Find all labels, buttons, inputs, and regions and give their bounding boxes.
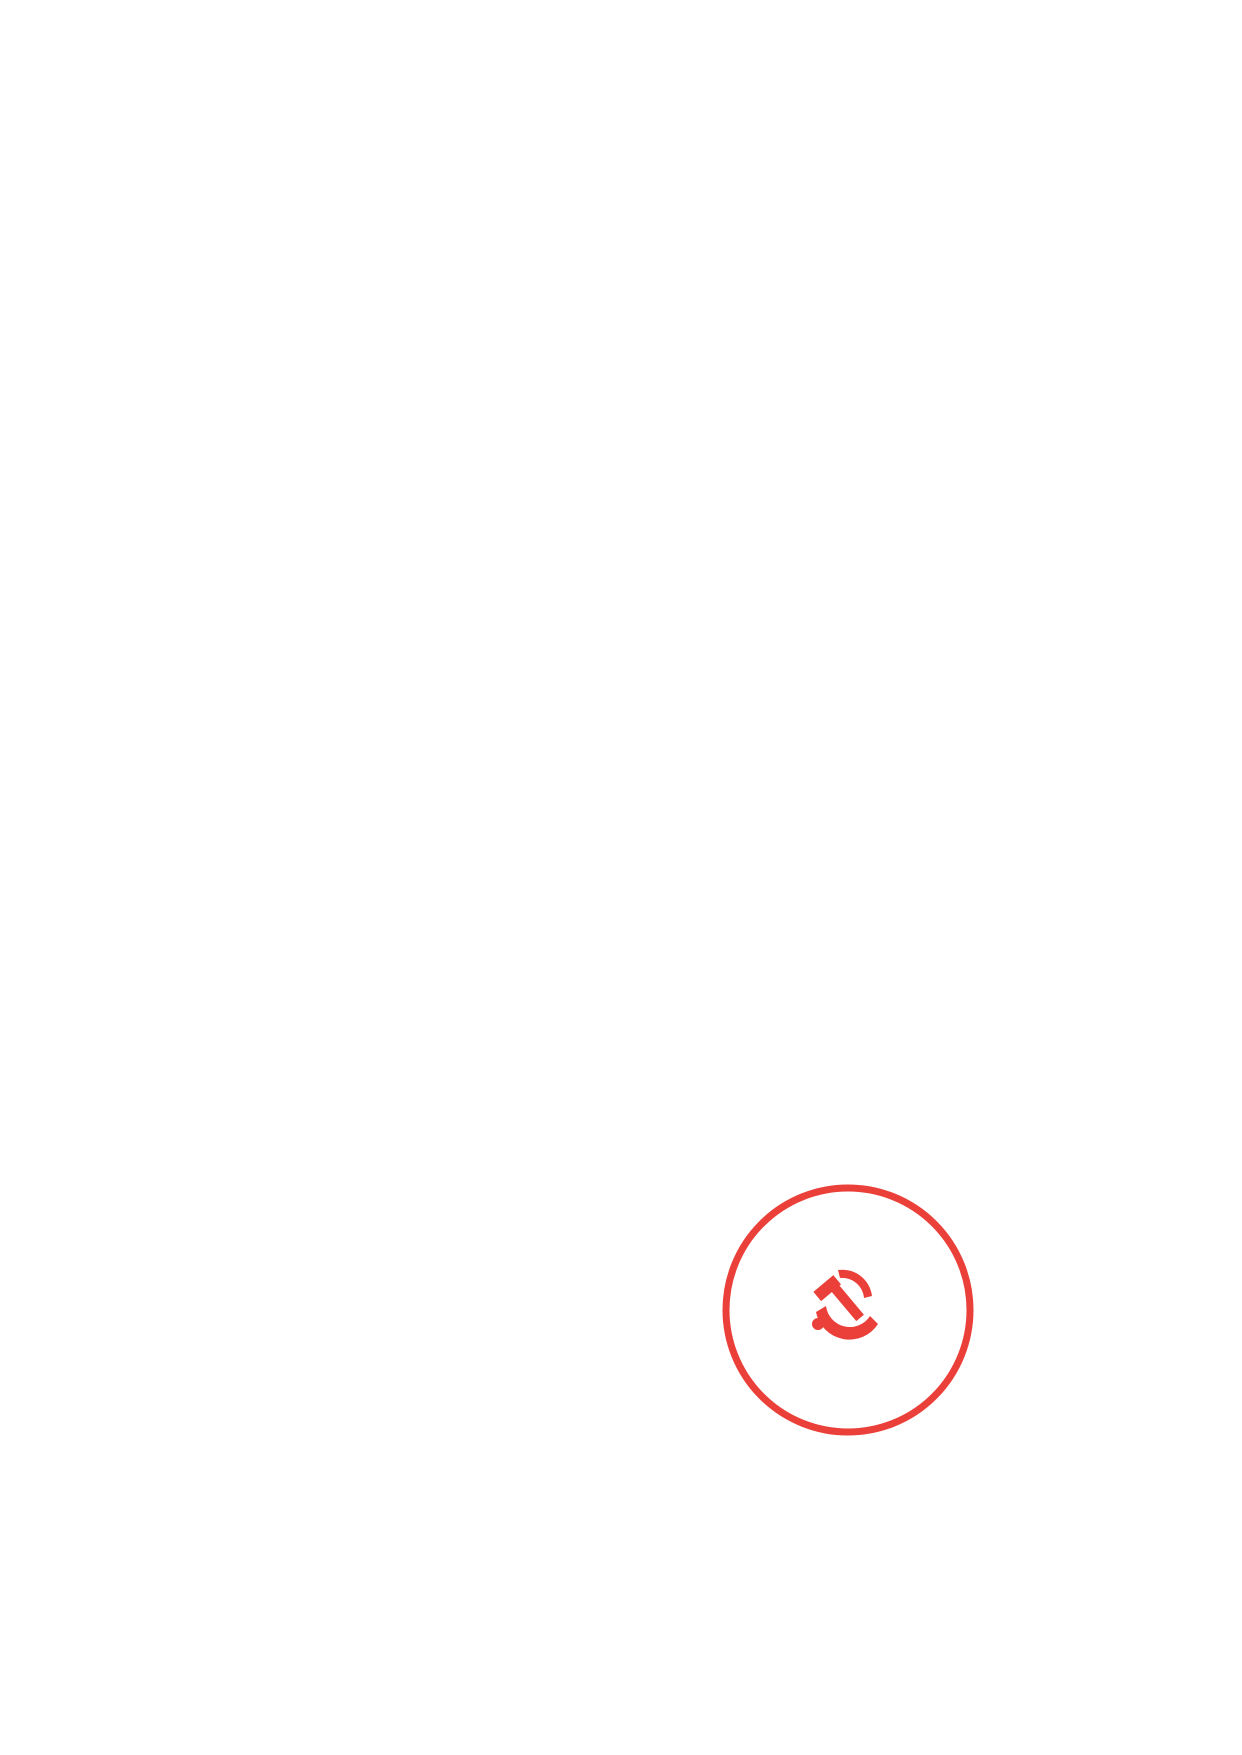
emblem-icon — [812, 1270, 878, 1340]
official-seal — [718, 1180, 978, 1440]
